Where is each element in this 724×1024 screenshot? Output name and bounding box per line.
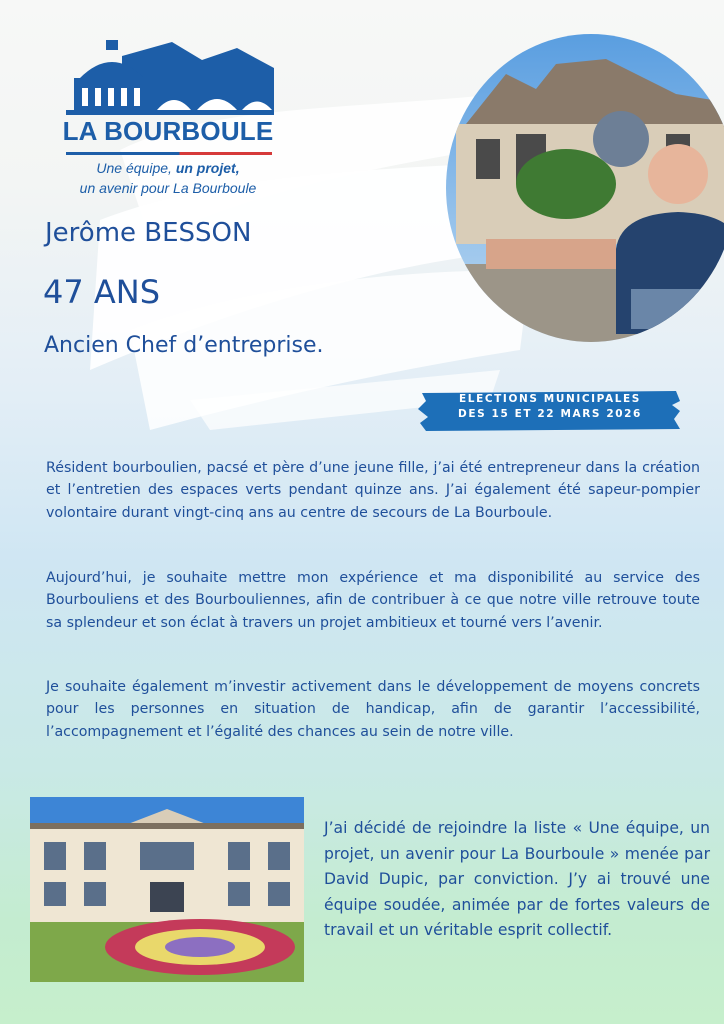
- elections-banner-line1: ELECTIONS MUNICIPALES: [459, 393, 641, 405]
- candidate-profession: Ancien Chef d’entreprise.: [44, 333, 324, 358]
- logo-tagline-line2: un avenir pour La Bourboule: [79, 180, 257, 196]
- elections-banner-line2: DES 15 ET 22 MARS 2026: [458, 408, 642, 420]
- bio-paragraph-1: Résident bourboulien, pacsé et père d’une jeune fille, j’ai été entrepreneur dans la création et l’entretien des espaces verts pendant quinze ans. J’ai également été sapeur-pompier volontaire durant vingt-cinq ans au centre de secours de La Bourboule.: [46, 460, 700, 521]
- logo-divider: [66, 152, 272, 155]
- candidate-name: Jerôme BESSON: [45, 218, 252, 248]
- bio-paragraph-4: J’ai décidé de rejoindre la liste « Une équipe, un projet, un avenir pour La Bourboule » menée par David Dupic, par conviction. J’y ai trouvé une équipe soudée, animée par de fortes valeurs de travail et un véritable esprit collectif.: [324, 819, 710, 940]
- bio-paragraph-2: Aujourd’hui, je souhaite mettre mon expérience et ma disponibilité au service des Bourbouliens et des Bourbouliennes, afin de contribuer à ce que notre ville retrouve toute sa splendeur et son éclat à travers un projet ambitieux et tourné vers l’avenir.: [46, 570, 700, 631]
- elections-banner: [418, 392, 682, 422]
- logo-wordmark: LA BOURBOULE: [62, 116, 274, 146]
- town-hall-logo-icon: [62, 38, 274, 118]
- town-hall-photo: [30, 797, 304, 982]
- bio-paragraph-3: Je souhaite également m’investir activement dans le développement de moyens concrets pour les personnes en situation de handicap, afin de garantir l’accessibilité, l’accompagnement et l’égalité des chances au sein de notre ville.: [46, 679, 700, 740]
- logo: [62, 38, 274, 198]
- candidate-portrait-photo: [446, 34, 724, 342]
- candidate-age: 47 ANS: [43, 273, 161, 311]
- logo-tagline-line1: Une équipe, un projet,: [96, 160, 240, 176]
